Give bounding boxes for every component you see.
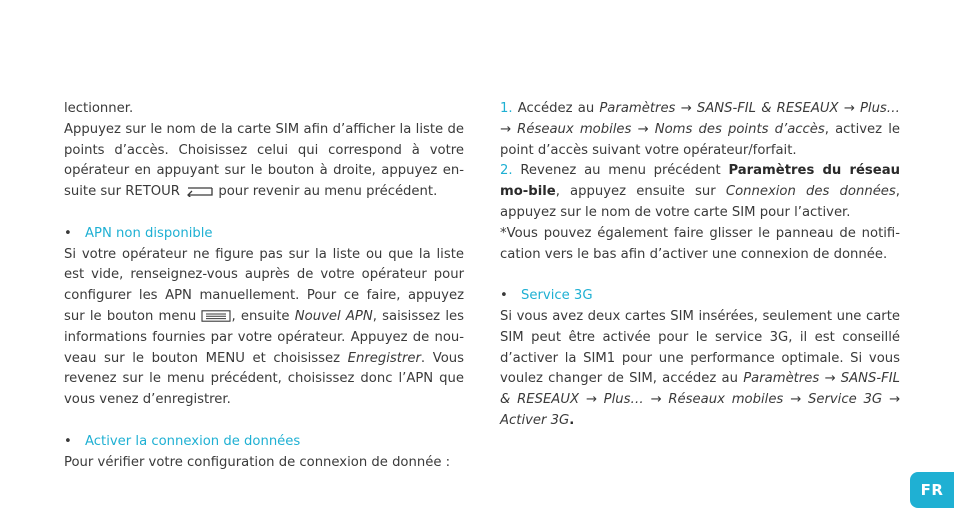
menu-lines-icon [201, 310, 231, 322]
paragraph-data-check: Pour vérifier votre configuration de connexion de donnée : [64, 454, 451, 470]
heading-service-3g: • Service 3G [500, 288, 593, 304]
step-1: 1. Accédez au Paramètres → SANS-FIL & RESEAUX → Plus… → Réseaux mobiles → Noms des points d’accès, activez le point d’accès suivant votre opérateur/forfait. [500, 101, 901, 158]
note-notification-panel: *Vous pouvez également faire glisser le panneau de notifi-cation vers le bas afin d’activer une connexion de donnée. [500, 225, 900, 262]
step-2: 2. Revenez au menu précédent Paramètres du réseau mo-bile, appuyez ensuite sur Connexion des données, appuyez sur le nom de votre carte SIM pour l’activer. [500, 163, 900, 220]
paragraph-intro-end: lectionner. [64, 101, 134, 116]
paragraph-service-3g: Si vous avez deux cartes SIM insérées, seulement une carte SIM peut être activée pour le service 3G, il est conseillé d’activer la SIM1 pour une performance optimale. Si vous voulez changer de SIM, accédez au Paramètres → SANS-FIL & RESEAUX → Plus… → Réseaux mobiles → Service 3G → Activer 3G. [500, 308, 900, 428]
heading-apn-unavailable: • APN non disponible [64, 225, 213, 241]
heading-data-connection: • Activer la connexion de données [64, 433, 301, 449]
right-column [500, 99, 900, 432]
return-arrow-icon [184, 185, 214, 197]
left-column [64, 99, 464, 473]
paragraph-apn-list: Appuyez sur le nom de la carte SIM afin d’afficher la liste de points d’accès. Choisissez celui qui correspond à votre opérateur en appuyant sur le bouton à droite, appuyez en-suite sur RETOUR pour revenir au menu précédent. [64, 121, 464, 200]
language-badge: FR [910, 472, 954, 508]
paragraph-apn-manual: Si votre opérateur ne figure pas sur la liste ou que la liste est vide, renseignez-vous auprès de votre opérateur pour configurer les APN manuellement. Pour ce faire, appuyez sur le bouton menu , ensuite Nouvel APN, saisissez les informations fournies par votre opérateur. Appuyez de nou-veau sur le bouton MENU et choisissez Enregistrer. Vous revenez sur le menu précédent, choisissez donc l’APN que vous venez d’enregistrer. [64, 246, 465, 408]
